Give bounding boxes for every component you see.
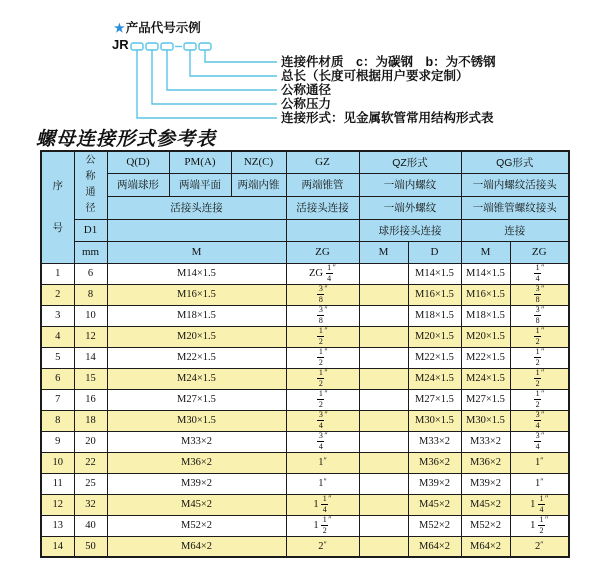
header-form-code: NZ(C)	[231, 151, 286, 173]
table-cell: 12	[41, 494, 74, 515]
table-cell	[359, 305, 408, 326]
table-cell: M14×1.5	[408, 263, 461, 284]
table-cell: M24×1.5	[107, 368, 286, 389]
table-cell: 15	[74, 368, 107, 389]
table-title: 螺母连接形式参考表	[36, 128, 217, 150]
table-cell: M52×2	[461, 515, 510, 536]
table-cell: M27×1.5	[107, 389, 286, 410]
table-row	[41, 389, 569, 410]
table-cell: M45×2	[107, 494, 286, 515]
table-cell: $\frac{3}{8}$ ″	[510, 284, 569, 305]
header-form-desc: 两端锥管	[286, 173, 359, 196]
header-form-desc: 两端平面	[169, 173, 231, 196]
table-cell: M24×1.5	[461, 368, 510, 389]
table-cell: 20	[74, 431, 107, 452]
header-form-desc: 一端内螺纹	[359, 173, 461, 196]
table-cell: M24×1.5	[408, 368, 461, 389]
table-cell	[359, 494, 408, 515]
header-connection: 活接头连接	[107, 196, 286, 219]
table-cell: $\frac{3}{8}$ ″	[510, 305, 569, 326]
table-cell: $\frac{1}{2}$ ″	[286, 389, 359, 410]
table-row	[41, 263, 569, 284]
table-cell: M18×1.5	[107, 305, 286, 326]
table-cell: 3	[41, 305, 74, 326]
table-cell: 50	[74, 536, 107, 557]
leader-line	[190, 50, 277, 76]
table-cell: 32	[74, 494, 107, 515]
table-cell: 8	[41, 410, 74, 431]
table-cell: 4	[41, 326, 74, 347]
table-row	[41, 494, 569, 515]
table-cell: 1 $\frac{1}{2}$ ″	[286, 515, 359, 536]
nut-connection-reference-table	[40, 150, 570, 558]
diagram-label: 公称压力	[281, 97, 332, 111]
table-cell: M33×2	[461, 431, 510, 452]
table-cell: 5	[41, 347, 74, 368]
header-thread-col: M	[359, 241, 408, 263]
table-row	[41, 326, 569, 347]
table-cell: M16×1.5	[408, 284, 461, 305]
table-cell: $\frac{1}{4}$ ″	[510, 263, 569, 284]
table-cell: $\frac{3}{4}$ ″	[510, 410, 569, 431]
table-cell: 14	[41, 536, 74, 557]
table-cell: ZG $\frac{1}{4}$ ″	[286, 263, 359, 284]
code-box	[199, 43, 211, 50]
table-cell: 1	[41, 263, 74, 284]
table-row	[41, 410, 569, 431]
table-cell: M52×2	[408, 515, 461, 536]
table-cell: M20×1.5	[107, 326, 286, 347]
leader-line	[205, 50, 277, 62]
table-cell: $\frac{3}{4}$ ″	[286, 431, 359, 452]
table-cell: 16	[74, 389, 107, 410]
table-cell: 1″	[510, 452, 569, 473]
table-row	[41, 515, 569, 536]
table-cell: 18	[74, 410, 107, 431]
table-cell: M14×1.5	[461, 263, 510, 284]
table-cell: M33×2	[107, 431, 286, 452]
table-cell: $\frac{1}{2}$ ″	[286, 347, 359, 368]
table-cell: M22×1.5	[461, 347, 510, 368]
table-cell: 12	[74, 326, 107, 347]
header-connection: 连接	[461, 219, 569, 241]
table-cell: $\frac{1}{2}$ ″	[286, 368, 359, 389]
header-thread-col: D	[408, 241, 461, 263]
diagram-label: 连接件材质 c：为碳钢 b：为不锈钢	[281, 55, 496, 69]
header-form-desc: 两端内锥	[231, 173, 286, 196]
table-cell: 11	[41, 473, 74, 494]
table-cell	[359, 284, 408, 305]
table-cell: M39×2	[107, 473, 286, 494]
table-cell: M20×1.5	[461, 326, 510, 347]
table-cell: 8	[74, 284, 107, 305]
table-cell: 40	[74, 515, 107, 536]
header-d1: D1	[74, 219, 107, 241]
table-row	[41, 536, 569, 557]
table-cell: 9	[41, 431, 74, 452]
table-row	[41, 473, 569, 494]
table-row	[41, 284, 569, 305]
table-cell: M18×1.5	[461, 305, 510, 326]
table-cell	[359, 515, 408, 536]
table-cell: $\frac{1}{2}$ ″	[286, 326, 359, 347]
table-cell: M30×1.5	[408, 410, 461, 431]
table-cell	[359, 347, 408, 368]
table-cell: 10	[74, 305, 107, 326]
table-row	[41, 347, 569, 368]
table-cell: 1″	[286, 452, 359, 473]
diagram-label: 连接形式：见金属软管常用结构形式表	[281, 111, 494, 125]
table-cell: 13	[41, 515, 74, 536]
table-cell: M64×2	[107, 536, 286, 557]
header-form-code: Q(D)	[107, 151, 169, 173]
leader-line	[137, 50, 277, 118]
table-row	[41, 431, 569, 452]
table-cell: M30×1.5	[107, 410, 286, 431]
table-cell: 22	[74, 452, 107, 473]
leader-line	[152, 50, 277, 104]
table-cell: M18×1.5	[408, 305, 461, 326]
table-row	[41, 305, 569, 326]
table-cell	[359, 389, 408, 410]
table-cell: M22×1.5	[107, 347, 286, 368]
header-blank	[107, 219, 286, 241]
table-cell: 2	[41, 284, 74, 305]
table-cell: M27×1.5	[408, 389, 461, 410]
table-cell: M64×2	[408, 536, 461, 557]
table-body	[41, 263, 569, 557]
header-form-desc: 一端内螺纹活接头	[461, 173, 569, 196]
table-cell: 2″	[510, 536, 569, 557]
table-cell: M33×2	[408, 431, 461, 452]
code-box	[161, 43, 173, 50]
header-form-code: QG形式	[461, 151, 569, 173]
table-cell: M20×1.5	[408, 326, 461, 347]
header-thread-col: M	[107, 241, 286, 263]
table-cell	[359, 368, 408, 389]
table-cell: M52×2	[107, 515, 286, 536]
table-cell	[359, 263, 408, 284]
table-cell: $\frac{1}{2}$ ″	[510, 326, 569, 347]
table-cell	[359, 431, 408, 452]
table-cell: 6	[74, 263, 107, 284]
header-connection: 活接头连接	[286, 196, 359, 219]
table-cell	[359, 536, 408, 557]
diagram-heading-text: 产品代号示例	[125, 21, 201, 35]
table-cell: $\frac{1}{2}$ ″	[510, 368, 569, 389]
table-cell: 1 $\frac{1}{4}$ ″	[286, 494, 359, 515]
star-icon: ★	[114, 21, 125, 35]
table-cell: M39×2	[408, 473, 461, 494]
diagram-label: 公称通径	[281, 83, 332, 97]
table-row	[41, 452, 569, 473]
table-cell: M14×1.5	[107, 263, 286, 284]
table-cell: M45×2	[461, 494, 510, 515]
header-form-code: PM(A)	[169, 151, 231, 173]
table-row	[41, 368, 569, 389]
table-cell: $\frac{3}{8}$ ″	[286, 305, 359, 326]
table-cell: M16×1.5	[461, 284, 510, 305]
code-box	[131, 43, 143, 50]
table-cell	[359, 473, 408, 494]
table-cell: M64×2	[461, 536, 510, 557]
table-cell: M27×1.5	[461, 389, 510, 410]
header-index: 序 号	[41, 151, 74, 263]
code-prefix: JR	[112, 37, 129, 52]
header-thread-col: ZG	[286, 241, 359, 263]
header-connection: 球形接头连接	[359, 219, 461, 241]
table-cell	[359, 452, 408, 473]
table-cell: M36×2	[461, 452, 510, 473]
table-cell: 1 $\frac{1}{2}$ ″	[510, 515, 569, 536]
table-cell: 1 $\frac{1}{4}$ ″	[510, 494, 569, 515]
table-cell: M45×2	[408, 494, 461, 515]
table-cell: 1″	[286, 473, 359, 494]
table-cell: M36×2	[107, 452, 286, 473]
table-cell: $\frac{3}{4}$ ″	[286, 410, 359, 431]
table-cell: 6	[41, 368, 74, 389]
table-cell	[359, 326, 408, 347]
header-thread-col: ZG	[510, 241, 569, 263]
header-connection: 一端锥管螺纹接头	[461, 196, 569, 219]
table-cell: M16×1.5	[107, 284, 286, 305]
table-cell: $\frac{1}{2}$ ″	[510, 347, 569, 368]
table-cell: M36×2	[408, 452, 461, 473]
header-form-code: QZ形式	[359, 151, 461, 173]
leader-line	[167, 50, 277, 90]
header-connection: 一端外螺纹	[359, 196, 461, 219]
code-box	[146, 43, 158, 50]
header-form-desc: 两端球形	[107, 173, 169, 196]
header-thread-col: M	[461, 241, 510, 263]
table-cell: M39×2	[461, 473, 510, 494]
table-cell	[359, 410, 408, 431]
table-cell: 2″	[286, 536, 359, 557]
header-unit: mm	[74, 241, 107, 263]
table-cell: 25	[74, 473, 107, 494]
header-dn: 公 称 通 径	[74, 151, 107, 219]
table-cell: $\frac{1}{2}$ ″	[510, 389, 569, 410]
table-cell: 10	[41, 452, 74, 473]
table-cell: 14	[74, 347, 107, 368]
table-cell: M30×1.5	[461, 410, 510, 431]
table-cell: $\frac{3}{8}$ ″	[286, 284, 359, 305]
table-cell: $\frac{3}{4}$ ″	[510, 431, 569, 452]
table-cell: 7	[41, 389, 74, 410]
diagram-label: 总长（长度可根据用户要求定制）	[281, 69, 469, 83]
header-form-code: GZ	[286, 151, 359, 173]
code-box	[184, 43, 196, 50]
header-blank	[286, 219, 359, 241]
table-cell: 1″	[510, 473, 569, 494]
table-cell: M22×1.5	[408, 347, 461, 368]
